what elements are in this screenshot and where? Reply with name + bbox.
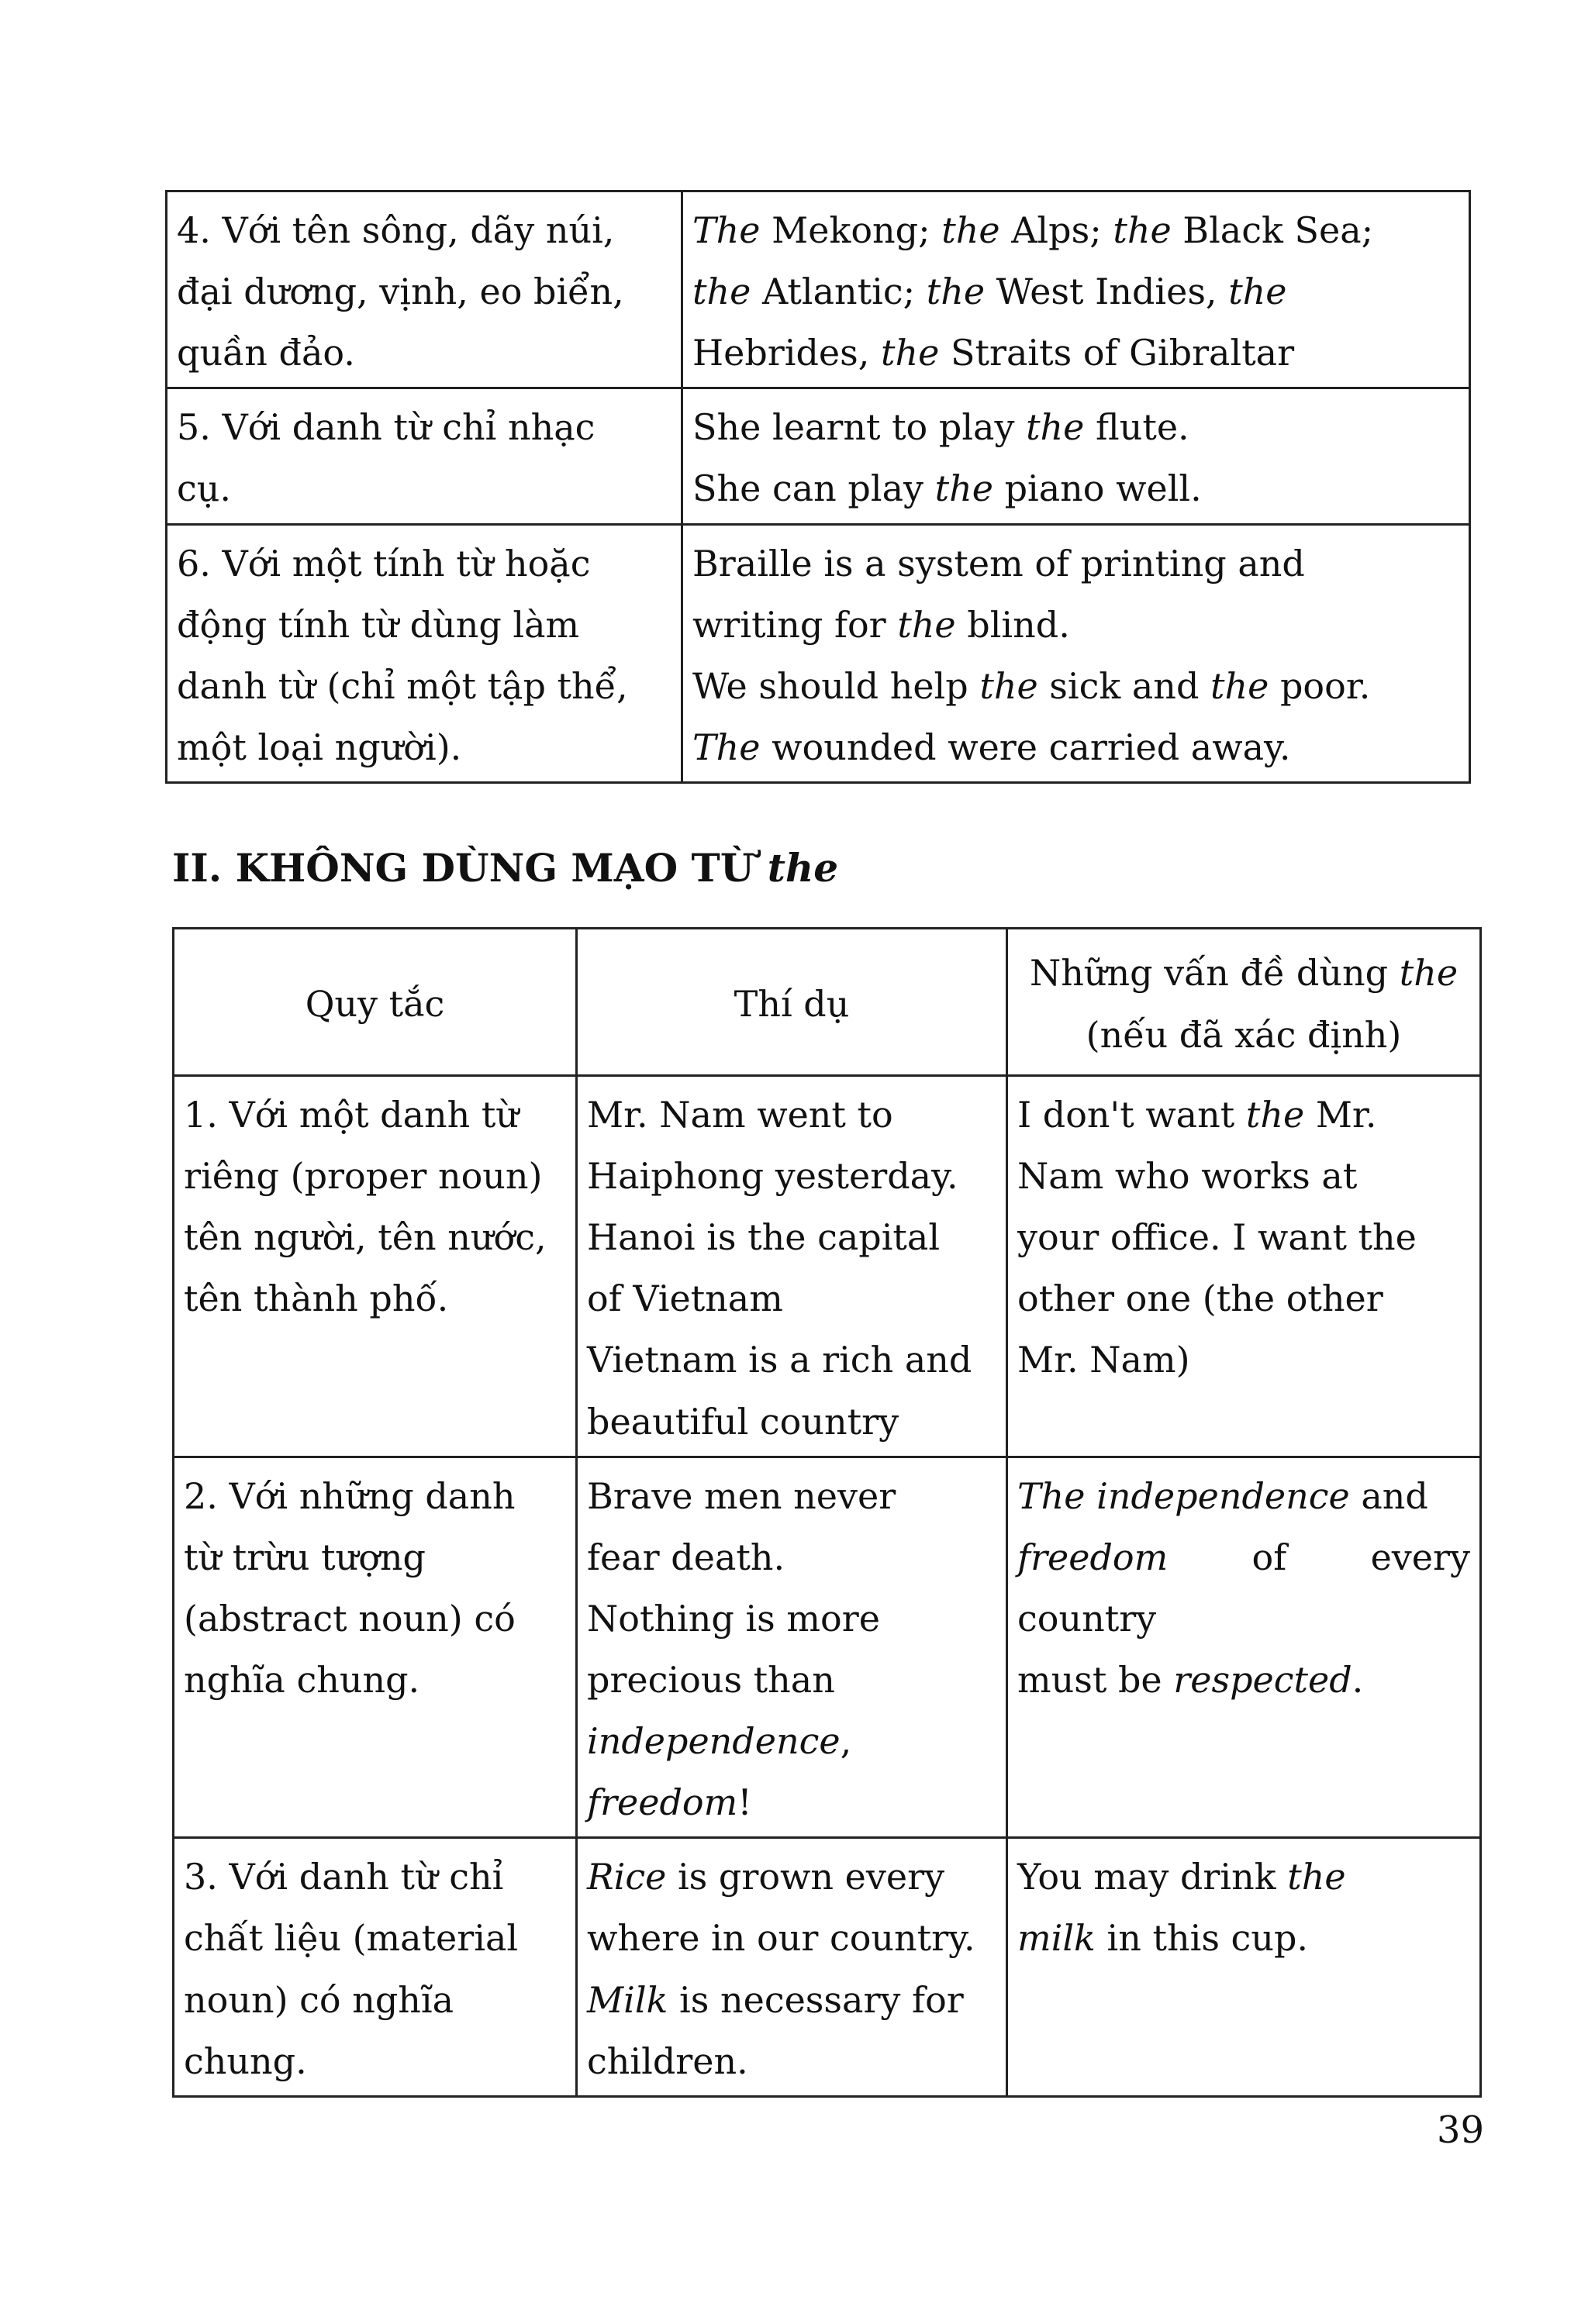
text-line: The Mekong; the Alps; the Black Sea; bbox=[692, 209, 1374, 251]
text-line: Rice is grown every bbox=[587, 1856, 945, 1898]
table-row bbox=[174, 1457, 1481, 1838]
text-line: freedom! bbox=[587, 1781, 752, 1824]
example-cell bbox=[577, 1838, 1007, 2096]
text-line: noun) có nghĩa bbox=[184, 1978, 454, 2021]
text-line: other one (the other bbox=[1017, 1278, 1383, 1320]
text-line: Braille is a system of printing and bbox=[692, 542, 1305, 584]
text-line: beautiful country bbox=[587, 1400, 899, 1443]
text-line: fear death. bbox=[587, 1536, 785, 1578]
table-row bbox=[174, 1076, 1481, 1457]
no-article-rules-table bbox=[172, 927, 1482, 2098]
example-cell bbox=[577, 1076, 1007, 1457]
text-line: động tính từ dùng làm bbox=[177, 603, 580, 646]
text-line: cụ. bbox=[177, 467, 232, 510]
text-line: riêng (proper noun) bbox=[184, 1155, 543, 1198]
page-number: 39 bbox=[1437, 2108, 1485, 2152]
text-line: chất liệu (material bbox=[184, 1917, 519, 1960]
text-line: tên người, tên nước, bbox=[184, 1216, 547, 1259]
rule-cell bbox=[174, 1076, 577, 1457]
text-line: must be respected. bbox=[1017, 1658, 1364, 1701]
text-line: 1. Với một danh từ bbox=[184, 1094, 520, 1136]
text-line: precious than bbox=[587, 1658, 835, 1701]
example-cell bbox=[682, 191, 1470, 388]
text-line: She learnt to play the flute. bbox=[692, 406, 1189, 449]
text-line: You may drink the bbox=[1017, 1856, 1346, 1898]
text-line: nghĩa chung. bbox=[184, 1658, 420, 1701]
text-line: freedom of every country bbox=[1017, 1536, 1470, 1640]
text-line: The independence and bbox=[1017, 1474, 1428, 1517]
text-line: tên thành phố. bbox=[184, 1278, 449, 1320]
text-line: Mr. Nam went to bbox=[587, 1094, 893, 1136]
text-line: Nam who works at bbox=[1017, 1155, 1358, 1198]
rule-cell bbox=[174, 1457, 577, 1838]
section-heading: II. KHÔNG DÙNG MẠO TỪ the bbox=[172, 845, 839, 891]
text-line: of Vietnam bbox=[587, 1278, 783, 1320]
header-rule: Quy tắc bbox=[174, 929, 577, 1076]
text-line: Haiphong yesterday. bbox=[587, 1155, 958, 1198]
text-line: The wounded were carried away. bbox=[692, 726, 1291, 768]
rules-table-continued bbox=[165, 190, 1471, 784]
text-line: 3. Với danh từ chỉ bbox=[184, 1856, 504, 1898]
rule-cell bbox=[167, 191, 682, 388]
text-line: đại dương, vịnh, eo biển, bbox=[177, 271, 624, 313]
text-line: Milk is necessary for bbox=[587, 1978, 964, 2021]
text-line: We should help the sick and the poor. bbox=[692, 664, 1371, 707]
text-line: milk in this cup. bbox=[1017, 1917, 1309, 1960]
issue-cell bbox=[1007, 1076, 1481, 1457]
table-row bbox=[174, 1838, 1481, 2096]
text-line: children. bbox=[587, 2040, 748, 2082]
table-row bbox=[167, 388, 1470, 524]
text-line: 5. Với danh từ chỉ nhạc bbox=[177, 406, 596, 449]
example-cell bbox=[577, 1457, 1007, 1838]
issue-cell bbox=[1007, 1838, 1481, 2096]
text-line: I don't want the Mr. bbox=[1017, 1094, 1377, 1136]
example-cell bbox=[682, 388, 1470, 524]
issue-cell bbox=[1007, 1457, 1481, 1838]
header-issue: Những vấn đề dùng the (nếu đã xác định) bbox=[1007, 929, 1481, 1076]
text-line: từ trừu tượng bbox=[184, 1536, 426, 1578]
text-line: where in our country. bbox=[587, 1917, 975, 1960]
text-line: writing for the blind. bbox=[692, 603, 1070, 646]
text-line: the Atlantic; the West Indies, the bbox=[692, 271, 1287, 313]
table-header-row bbox=[174, 929, 1481, 1076]
text-line: Brave men never bbox=[587, 1474, 896, 1517]
header-example: Thí dụ bbox=[577, 929, 1007, 1076]
table-row bbox=[167, 524, 1470, 782]
text-line: Nothing is more bbox=[587, 1597, 880, 1640]
rule-cell bbox=[167, 388, 682, 524]
text-line: (abstract noun) có bbox=[184, 1597, 516, 1640]
text-line: chung. bbox=[184, 2040, 307, 2082]
text-line: một loại người). bbox=[177, 726, 462, 768]
text-line: She can play the piano well. bbox=[692, 467, 1202, 510]
text-line: 2. Với những danh bbox=[184, 1474, 516, 1517]
example-cell bbox=[682, 524, 1470, 782]
text-line: 4. Với tên sông, dãy núi, bbox=[177, 209, 615, 251]
text-line: Hebrides, the Straits of Gibraltar bbox=[692, 332, 1295, 374]
text-line: danh từ (chỉ một tập thể, bbox=[177, 664, 628, 707]
text-line: quần đảo. bbox=[177, 332, 355, 374]
text-line: Vietnam is a rich and bbox=[587, 1339, 972, 1381]
rule-cell bbox=[167, 524, 682, 782]
text-line: your office. I want the bbox=[1017, 1216, 1417, 1259]
text-line: Mr. Nam) bbox=[1017, 1339, 1190, 1381]
text-line: Hanoi is the capital bbox=[587, 1216, 941, 1259]
text-line: 6. Với một tính từ hoặc bbox=[177, 542, 591, 584]
table-row bbox=[167, 191, 1470, 388]
rule-cell bbox=[174, 1838, 577, 2096]
text-line: independence, bbox=[587, 1720, 852, 1763]
